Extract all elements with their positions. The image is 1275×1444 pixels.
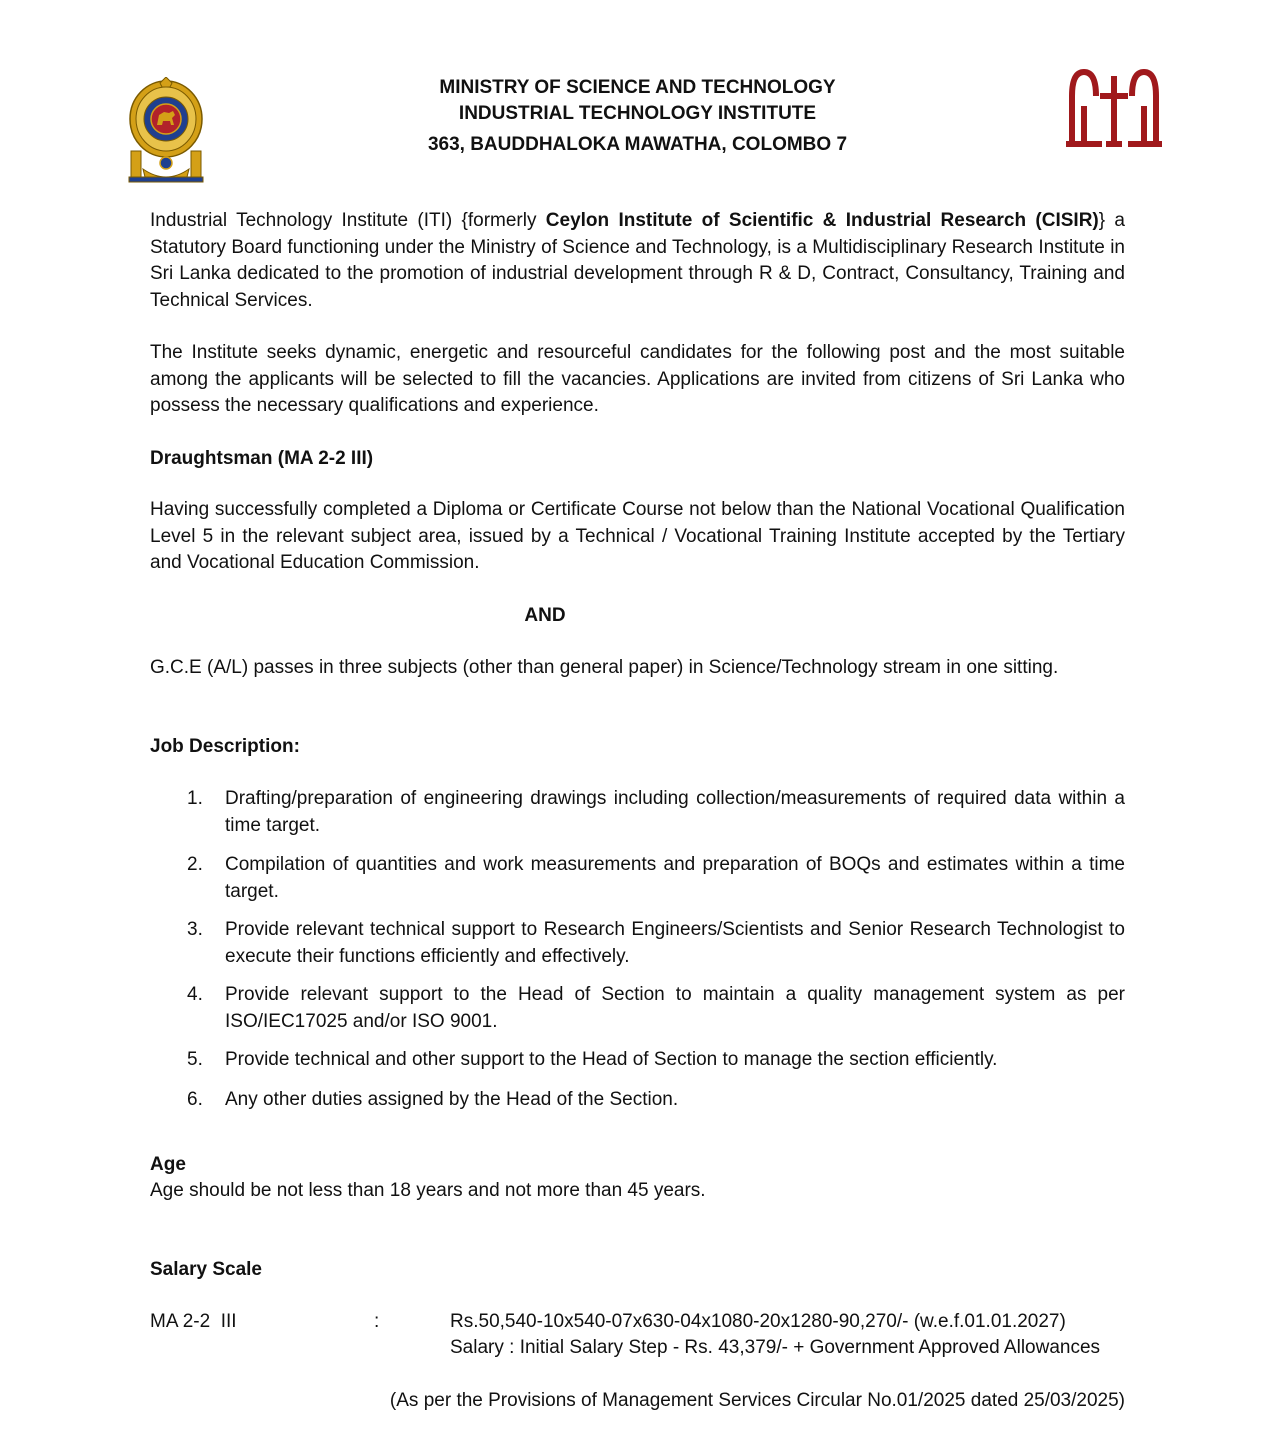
- job-item-number: 5.: [187, 1049, 203, 1070]
- intro-former-name: Ceylon Institute of Scientific & Industrial Research (CISIR): [545, 210, 1099, 231]
- job-item-text: Provide technical and other support to the Head of Section to manage the section efficiently.: [225, 1049, 998, 1070]
- job-item-number: 1.: [187, 788, 203, 809]
- job-item-number: 3.: [187, 919, 203, 940]
- post-title: Draughtsman (MA 2-2 III): [150, 448, 374, 469]
- intro-text-b: } a Statutory Board functioning under the Ministry of Science and Technology, is a Multidisciplinary Research Institute in Sri Lanka dedicated to the promotion of industrial development through R & D, Contract, Consultancy, Training and Technical Services.: [150, 210, 1125, 311]
- salary-code: MA 2-2 III: [150, 1311, 237, 1332]
- circular-note: (As per the Provisions of Management Services Circular No.01/2025 dated 25/03/2025): [389, 1390, 1125, 1411]
- salary-colon: :: [374, 1311, 380, 1332]
- gce-requirement: G.C.E (A/L) passes in three subjects (other than general paper) in Science/Technology stream in one sitting.: [150, 657, 1059, 678]
- salary-scale-value: Rs.50,540-10x540-07x630-04x1080-20x1280-90,270/- (w.e.f.01.01.2027): [450, 1311, 1066, 1332]
- job-item-text: Provide relevant technical support to Research Engineers/Scientists and Senior Research Technologist to execute their functions efficiently and effectively.: [225, 919, 1125, 967]
- salary-initial-step: Salary : Initial Salary Step - Rs. 43,379/- + Government Approved Allowances: [450, 1337, 1101, 1358]
- and-separator: AND: [524, 605, 566, 626]
- qualification-text: Having successfully completed a Diploma or Certificate Course not below than the National Vocational Qualification Level 5 in the relevant subject area, issued by a Technical / Vocational Training Institute accepted by the Tertiary and Vocational Education Commission.: [150, 499, 1125, 573]
- intro-paragraph-2: [150, 340, 1125, 420]
- salary-heading: Salary Scale: [150, 1259, 262, 1280]
- job-item-text: Provide relevant support to the Head of Section to maintain a quality management system as per ISO/IEC17025 and/or ISO 9001.: [225, 984, 1125, 1032]
- iti-logo-icon: [1066, 66, 1162, 148]
- institute-title: INDUSTRIAL TECHNOLOGY INSTITUTE: [458, 103, 817, 124]
- intro-text-a: Industrial Technology Institute (ITI) {formerly: [150, 210, 546, 231]
- job-description-heading: Job Description:: [150, 736, 300, 757]
- intro-text-2: The Institute seeks dynamic, energetic and resourceful candidates for the following post and the most suitable among the applicants will be selected to fill the vacancies. Applications are invited from citizens of Sri Lanka who possess the necessary qualifications and experience.: [150, 342, 1125, 416]
- intro-paragraph-1: [150, 208, 1125, 314]
- job-item-number: 2.: [187, 854, 203, 875]
- ministry-title: MINISTRY OF SCIENCE AND TECHNOLOGY: [439, 77, 836, 98]
- job-item-text: Any other duties assigned by the Head of the Section.: [225, 1089, 679, 1110]
- age-text: Age should be not less than 18 years and not more than 45 years.: [150, 1180, 706, 1201]
- qualification-paragraph: [150, 497, 1125, 577]
- job-item-number: 4.: [187, 984, 203, 1005]
- job-item-number: 6.: [187, 1089, 203, 1110]
- job-item-text: Drafting/preparation of engineering drawings including collection/measurements of required data within a time target.: [225, 788, 1125, 836]
- institute-address: 363, BAUDDHALOKA MAWATHA, COLOMBO 7: [427, 134, 848, 155]
- sri-lanka-emblem-icon: [127, 77, 205, 183]
- job-item-text: Compilation of quantities and work measurements and preparation of BOQs and estimates within a time target.: [225, 854, 1125, 902]
- age-heading: Age: [150, 1154, 186, 1175]
